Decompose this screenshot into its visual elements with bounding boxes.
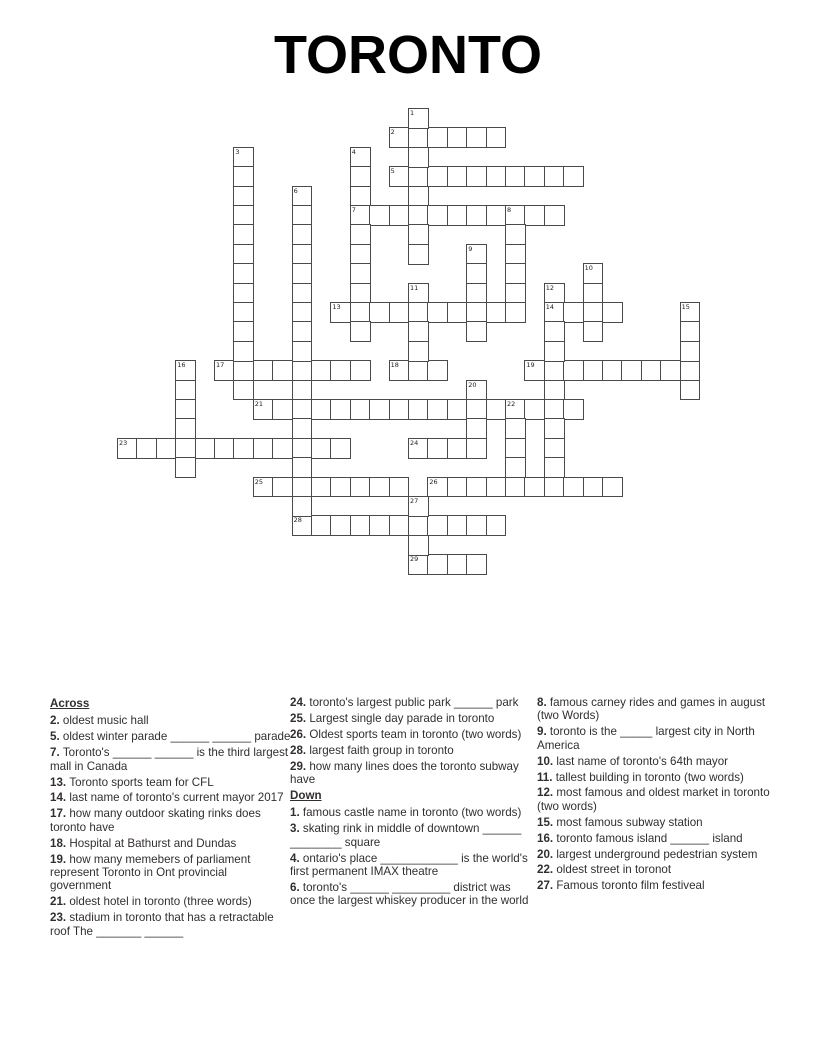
clue-item: 13. Toronto sports team for CFL (50, 775, 214, 789)
clue-number: 10. (537, 754, 557, 768)
grid-cell[interactable] (408, 496, 429, 517)
grid-cell[interactable] (621, 360, 642, 381)
grid-cell[interactable] (544, 399, 565, 420)
grid-cell[interactable] (427, 205, 448, 226)
grid-cell[interactable] (175, 418, 196, 439)
grid-cell[interactable] (350, 224, 371, 245)
grid-cell[interactable] (544, 341, 565, 362)
clue-number: 8. (537, 696, 550, 709)
grid-cell[interactable] (292, 263, 313, 284)
grid-cell[interactable] (350, 515, 371, 536)
grid-cell[interactable] (447, 166, 468, 187)
clue-list-header: Down (290, 788, 322, 802)
clue-number: 2. (50, 714, 63, 728)
clue-item: 24. toronto's largest public park ______ park (290, 696, 519, 709)
grid-cell[interactable] (175, 380, 196, 401)
grid-cell[interactable] (330, 360, 351, 381)
grid-cell[interactable] (292, 360, 313, 381)
grid-cell[interactable] (175, 438, 196, 459)
clue-item: 2. oldest music hall (50, 714, 149, 728)
grid-cell[interactable] (524, 399, 545, 420)
grid-cell[interactable] (505, 399, 526, 420)
grid-cell[interactable] (350, 263, 371, 284)
grid-cell[interactable] (544, 321, 565, 342)
grid-cell[interactable] (272, 438, 293, 459)
clue-item: 26. Oldest sports team in toronto (two words) (290, 727, 522, 741)
grid-cell[interactable] (408, 127, 429, 148)
grid-cell[interactable] (350, 166, 371, 187)
clue-item: 1. famous castle name in toronto (two words) (290, 806, 522, 820)
grid-cell[interactable] (680, 302, 701, 323)
grid-cell[interactable] (350, 283, 371, 304)
grid-cell[interactable] (641, 360, 662, 381)
cell-number: 16 (177, 361, 186, 370)
grid-cell[interactable] (408, 341, 429, 362)
grid-cell[interactable] (524, 205, 545, 226)
grid-cell[interactable] (563, 360, 584, 381)
grid-cell[interactable] (486, 127, 507, 148)
grid-cell[interactable] (505, 438, 526, 459)
cell-number: 27 (410, 497, 419, 505)
grid-cell[interactable] (505, 166, 526, 187)
cell-number: 1 (410, 109, 415, 117)
grid-cell[interactable] (389, 360, 410, 381)
grid-cell[interactable] (447, 399, 468, 420)
grid-cell[interactable] (544, 418, 565, 439)
clue-item: 6. toronto's ______ _________ district was once the largest whiskey producer in the world (290, 880, 529, 908)
grid-cell[interactable] (466, 205, 487, 226)
grid-cell[interactable] (253, 438, 274, 459)
cell-number: 3 (235, 147, 240, 156)
grid-cell[interactable] (408, 515, 429, 536)
grid-cell[interactable] (427, 302, 448, 323)
cell-number: 26 (429, 477, 438, 486)
grid-cell[interactable] (389, 127, 410, 148)
cell-number: 23 (119, 438, 128, 447)
grid-cell[interactable] (311, 399, 332, 420)
grid-cell[interactable] (272, 399, 293, 420)
cell-number: 6 (293, 186, 298, 195)
grid-cell[interactable] (311, 438, 332, 459)
grid-cell[interactable] (544, 477, 565, 498)
grid-cell[interactable] (583, 263, 604, 284)
clue-number: 1. (290, 806, 303, 820)
cell-number: 5 (390, 167, 395, 176)
grid-cell[interactable] (505, 263, 526, 284)
grid-cell[interactable] (330, 399, 351, 420)
clue-item: 27. Famous toronto film festiveal (537, 879, 705, 893)
grid-cell[interactable] (505, 224, 526, 245)
cell-number: 10 (584, 264, 593, 273)
clue-number: 21. (50, 895, 70, 909)
grid-cell[interactable] (195, 438, 216, 459)
grid-cell[interactable] (583, 283, 604, 304)
clue-item: 18. Hospital at Bathurst and Dundas (50, 836, 237, 850)
grid-cell[interactable] (408, 399, 429, 420)
grid-cell[interactable] (544, 380, 565, 401)
grid-cell[interactable] (427, 399, 448, 420)
clue-number: 29. (290, 759, 310, 773)
grid-cell[interactable] (524, 477, 545, 498)
grid-cell[interactable] (466, 438, 487, 459)
grid-cell[interactable] (408, 244, 429, 265)
grid-cell[interactable] (544, 302, 565, 323)
clue-item: 5. oldest winter parade ______ ______ parade (50, 730, 291, 744)
grid-cell[interactable] (524, 166, 545, 187)
grid-cell[interactable] (408, 302, 429, 323)
grid-cell[interactable] (427, 554, 448, 575)
clue-number: 13. (50, 775, 70, 789)
cell-number: 4 (351, 147, 356, 156)
grid-cell[interactable] (486, 515, 507, 536)
grid-cell[interactable] (486, 477, 507, 498)
clue-item: 12. most famous and oldest market in toronto (two words) (537, 786, 770, 813)
grid-cell[interactable] (505, 205, 526, 226)
grid-cell[interactable] (544, 166, 565, 187)
clue-number: 7. (50, 746, 63, 760)
clue-item: 8. famous carney rides and games in august (two Words) (537, 696, 766, 723)
grid-cell[interactable] (408, 321, 429, 342)
grid-cell[interactable] (233, 360, 254, 381)
grid-cell[interactable] (466, 554, 487, 575)
grid-cell[interactable] (292, 418, 313, 439)
clue-item: 28. largest faith group in toronto (290, 743, 454, 757)
cell-number: 22 (507, 400, 516, 408)
grid-cell[interactable] (253, 360, 274, 381)
grid-cell[interactable] (233, 341, 254, 362)
grid-cell[interactable] (486, 399, 507, 420)
grid-cell[interactable] (233, 263, 254, 284)
grid-cell[interactable] (544, 457, 565, 478)
clue-number: 17. (50, 807, 70, 821)
grid-cell[interactable] (466, 283, 487, 304)
clue-list-header: Across (50, 697, 90, 710)
grid-cell[interactable] (292, 515, 313, 536)
grid-cell[interactable] (408, 108, 429, 129)
grid-cell[interactable] (233, 205, 254, 226)
grid-cell[interactable] (505, 302, 526, 323)
grid-cell[interactable] (447, 477, 468, 498)
grid-cell[interactable] (447, 554, 468, 575)
cell-number: 11 (410, 283, 419, 292)
grid-cell[interactable] (389, 515, 410, 536)
grid-cell[interactable] (214, 438, 235, 459)
grid-cell[interactable] (389, 205, 410, 226)
grid-cell[interactable] (466, 302, 487, 323)
grid-cell[interactable] (466, 166, 487, 187)
grid-cell[interactable] (427, 438, 448, 459)
clue-item: 25. Largest single day parade in toronto (290, 711, 495, 725)
clue-item: 9. toronto is the _____ largest city in North America (537, 725, 755, 752)
clue-number: 23. (50, 911, 70, 925)
grid-cell[interactable] (563, 302, 584, 323)
grid-cell[interactable] (292, 477, 313, 498)
grid-cell[interactable] (408, 360, 429, 381)
grid-cell[interactable] (505, 244, 526, 265)
grid-cell[interactable] (350, 477, 371, 498)
grid-cell[interactable] (447, 127, 468, 148)
grid-cell[interactable] (408, 554, 429, 575)
clue-item: 20. largest underground pedestrian system (537, 847, 758, 861)
clue-number: 16. (537, 831, 557, 845)
clue-number: 22. (537, 863, 557, 877)
grid-cell[interactable] (466, 127, 487, 148)
grid-cell[interactable] (427, 166, 448, 187)
grid-cell[interactable] (292, 224, 313, 245)
clue-item: 17. how many outdoor skating rinks does toronto have (50, 807, 261, 834)
grid-cell[interactable] (233, 438, 254, 459)
clue-item: 15. most famous subway station (537, 815, 703, 829)
clue-item: 16. toronto famous island ______ island (537, 831, 743, 845)
grid-cell[interactable] (680, 360, 701, 381)
clue-column-1 (50, 696, 291, 941)
clue-item: 3. skating rink in middle of downtown ______ ________ square (290, 822, 522, 849)
grid-cell[interactable] (350, 321, 371, 342)
clue-number: 14. (50, 791, 70, 805)
grid-cell[interactable] (680, 380, 701, 401)
clue-number: 26. (290, 727, 310, 741)
grid-cell[interactable] (233, 302, 254, 323)
grid-cell[interactable] (427, 477, 448, 498)
clue-item: 7. Toronto's ______ ______ is the third largest mall in Canada (50, 746, 289, 773)
grid-cell[interactable] (330, 515, 351, 536)
cell-number: 29 (410, 555, 419, 564)
grid-cell[interactable] (233, 380, 254, 401)
clue-item: 10. last name of toronto's 64th mayor (537, 754, 729, 768)
clue-item: 19. how many memebers of parliament represent Toronto in Ont provincial government (50, 852, 251, 893)
grid-cell[interactable] (292, 205, 313, 226)
grid-cell[interactable] (602, 477, 623, 498)
grid-cell[interactable] (272, 477, 293, 498)
grid-cell[interactable] (350, 205, 371, 226)
clue-item: 21. oldest hotel in toronto (three words) (50, 895, 252, 909)
grid-cell[interactable] (427, 515, 448, 536)
grid-cell[interactable] (660, 360, 681, 381)
grid-cell[interactable] (292, 341, 313, 362)
grid-cell[interactable] (330, 438, 351, 459)
grid-cell[interactable] (427, 360, 448, 381)
grid-cell[interactable] (602, 360, 623, 381)
cell-number: 14 (545, 303, 555, 311)
cell-number: 24 (410, 438, 419, 447)
grid-cell[interactable] (292, 283, 313, 304)
grid-cell[interactable] (408, 205, 429, 226)
grid-cell[interactable] (350, 147, 371, 168)
grid-cell[interactable] (369, 477, 390, 498)
cell-number: 13 (332, 303, 341, 311)
grid-cell[interactable] (486, 302, 507, 323)
grid-cell[interactable] (330, 302, 351, 323)
cell-number: 7 (351, 206, 356, 214)
grid-cell[interactable] (583, 360, 604, 381)
grid-cell[interactable] (233, 283, 254, 304)
grid-cell[interactable] (563, 399, 584, 420)
grid-cell[interactable] (466, 477, 487, 498)
clue-number: 27. (537, 879, 557, 893)
page-title: TORONTO (273, 25, 543, 85)
clue-number: 6. (290, 880, 303, 894)
grid-cell[interactable] (292, 438, 313, 459)
grid-cell[interactable] (292, 244, 313, 265)
clue-number: 15. (537, 815, 557, 829)
grid-cell[interactable] (447, 438, 468, 459)
clue-item: 11. tallest building in toronto (two words) (537, 770, 744, 784)
cell-number: 21 (254, 400, 264, 408)
grid-cell[interactable] (253, 399, 274, 420)
clue-number: 4. (290, 851, 303, 865)
cell-number: 12 (545, 283, 555, 292)
cell-number: 28 (293, 516, 302, 525)
grid-cell[interactable] (505, 283, 526, 304)
grid-cell[interactable] (544, 205, 565, 226)
cell-number: 19 (526, 361, 535, 370)
grid-cell[interactable] (466, 263, 487, 284)
grid-cell[interactable] (233, 166, 254, 187)
grid-cell[interactable] (350, 360, 371, 381)
grid-cell[interactable] (466, 515, 487, 536)
clue-item: 22. oldest street in toronot (537, 863, 672, 877)
clue-number: 9. (537, 725, 550, 739)
grid-cell[interactable] (408, 224, 429, 245)
grid-cell[interactable] (330, 477, 351, 498)
cell-number: 17 (216, 361, 225, 370)
grid-cell[interactable] (680, 341, 701, 362)
grid-cell[interactable] (447, 515, 468, 536)
grid-cell[interactable] (544, 283, 565, 304)
cell-number: 2 (390, 128, 395, 137)
cell-number: 15 (681, 303, 690, 311)
grid-cell[interactable] (466, 399, 487, 420)
grid-cell[interactable] (272, 360, 293, 381)
grid-cell[interactable] (175, 399, 196, 420)
grid-cell[interactable] (233, 186, 254, 207)
grid-cell[interactable] (466, 244, 487, 265)
clue-number: 12. (537, 786, 557, 800)
grid-cell[interactable] (233, 224, 254, 245)
grid-cell[interactable] (292, 457, 313, 478)
grid-cell[interactable] (466, 321, 487, 342)
grid-cell[interactable] (369, 205, 390, 226)
grid-cell[interactable] (408, 535, 429, 556)
clue-number: 18. (50, 836, 70, 850)
grid-cell[interactable] (486, 166, 507, 187)
grid-cell[interactable] (583, 321, 604, 342)
clue-column-2 (290, 696, 531, 910)
grid-cell[interactable] (505, 418, 526, 439)
grid-cell[interactable] (486, 205, 507, 226)
clue-item: 14. last name of toronto's current mayor 2017 (50, 791, 284, 805)
grid-cell[interactable] (350, 244, 371, 265)
clue-number: 28. (290, 743, 310, 757)
grid-cell[interactable] (563, 166, 584, 187)
grid-cell[interactable] (233, 147, 254, 168)
grid-cell[interactable] (311, 360, 332, 381)
grid-cell[interactable] (466, 418, 487, 439)
grid-cell[interactable] (117, 438, 138, 459)
grid-cell[interactable] (583, 477, 604, 498)
grid-cell[interactable] (389, 399, 410, 420)
cell-number: 25 (254, 477, 264, 486)
grid-cell[interactable] (544, 438, 565, 459)
grid-cell[interactable] (175, 360, 196, 381)
clue-number: 19. (50, 852, 70, 866)
grid-cell[interactable] (505, 457, 526, 478)
grid-cell[interactable] (292, 186, 313, 207)
clue-item: 23. stadium in toronto that has a retractable roof The _______ ______ (50, 911, 274, 938)
grid-cell[interactable] (292, 321, 313, 342)
grid-cell[interactable] (389, 166, 410, 187)
grid-cell[interactable] (369, 399, 390, 420)
grid-cell[interactable] (583, 302, 604, 323)
cell-number: 20 (468, 380, 477, 389)
clue-item: 29. how many lines does the toronto subway have (290, 759, 519, 787)
clue-item: 4. ontario's place ____________ is the world's first permanent IMAX theatre (290, 851, 528, 878)
grid-cell[interactable] (292, 380, 313, 401)
grid-cell[interactable] (369, 515, 390, 536)
grid-cell[interactable] (311, 477, 332, 498)
grid-cell[interactable] (408, 283, 429, 304)
grid-cell[interactable] (602, 302, 623, 323)
cell-number: 18 (390, 361, 399, 370)
grid-cell[interactable] (175, 457, 196, 478)
clue-number: 25. (290, 711, 310, 725)
cell-number: 8 (507, 206, 512, 214)
grid-cell[interactable] (214, 360, 235, 381)
grid-cell[interactable] (389, 302, 410, 323)
grid-cell[interactable] (156, 438, 177, 459)
grid-cell[interactable] (408, 147, 429, 168)
grid-cell[interactable] (136, 438, 157, 459)
clue-column-3 (537, 696, 778, 895)
clue-number: 3. (290, 822, 303, 836)
grid-cell[interactable] (447, 205, 468, 226)
grid-cell[interactable] (447, 302, 468, 323)
grid-cell[interactable] (408, 438, 429, 459)
grid-cell[interactable] (233, 244, 254, 265)
grid-cell[interactable] (253, 477, 274, 498)
grid-cell[interactable] (292, 496, 313, 517)
grid-cell[interactable] (524, 360, 545, 381)
clue-number: 24. (290, 696, 310, 709)
grid-cell[interactable] (505, 477, 526, 498)
grid-cell[interactable] (350, 186, 371, 207)
clue-number: 20. (537, 847, 557, 861)
grid-cell[interactable] (292, 399, 313, 420)
grid-cell[interactable] (350, 399, 371, 420)
grid-cell[interactable] (563, 477, 584, 498)
grid-cell[interactable] (292, 302, 313, 323)
grid-cell[interactable] (408, 186, 429, 207)
grid-cell[interactable] (389, 477, 410, 498)
grid-cell[interactable] (544, 360, 565, 381)
clue-number: 5. (50, 730, 63, 744)
grid-cell[interactable] (680, 321, 701, 342)
grid-cell[interactable] (311, 515, 332, 536)
grid-cell[interactable] (350, 302, 371, 323)
grid-cell[interactable] (233, 321, 254, 342)
cell-number: 9 (468, 244, 473, 253)
grid-cell[interactable] (408, 166, 429, 187)
clue-number: 11. (537, 770, 556, 784)
grid-cell[interactable] (369, 302, 390, 323)
grid-cell[interactable] (466, 380, 487, 401)
grid-cell[interactable] (427, 127, 448, 148)
